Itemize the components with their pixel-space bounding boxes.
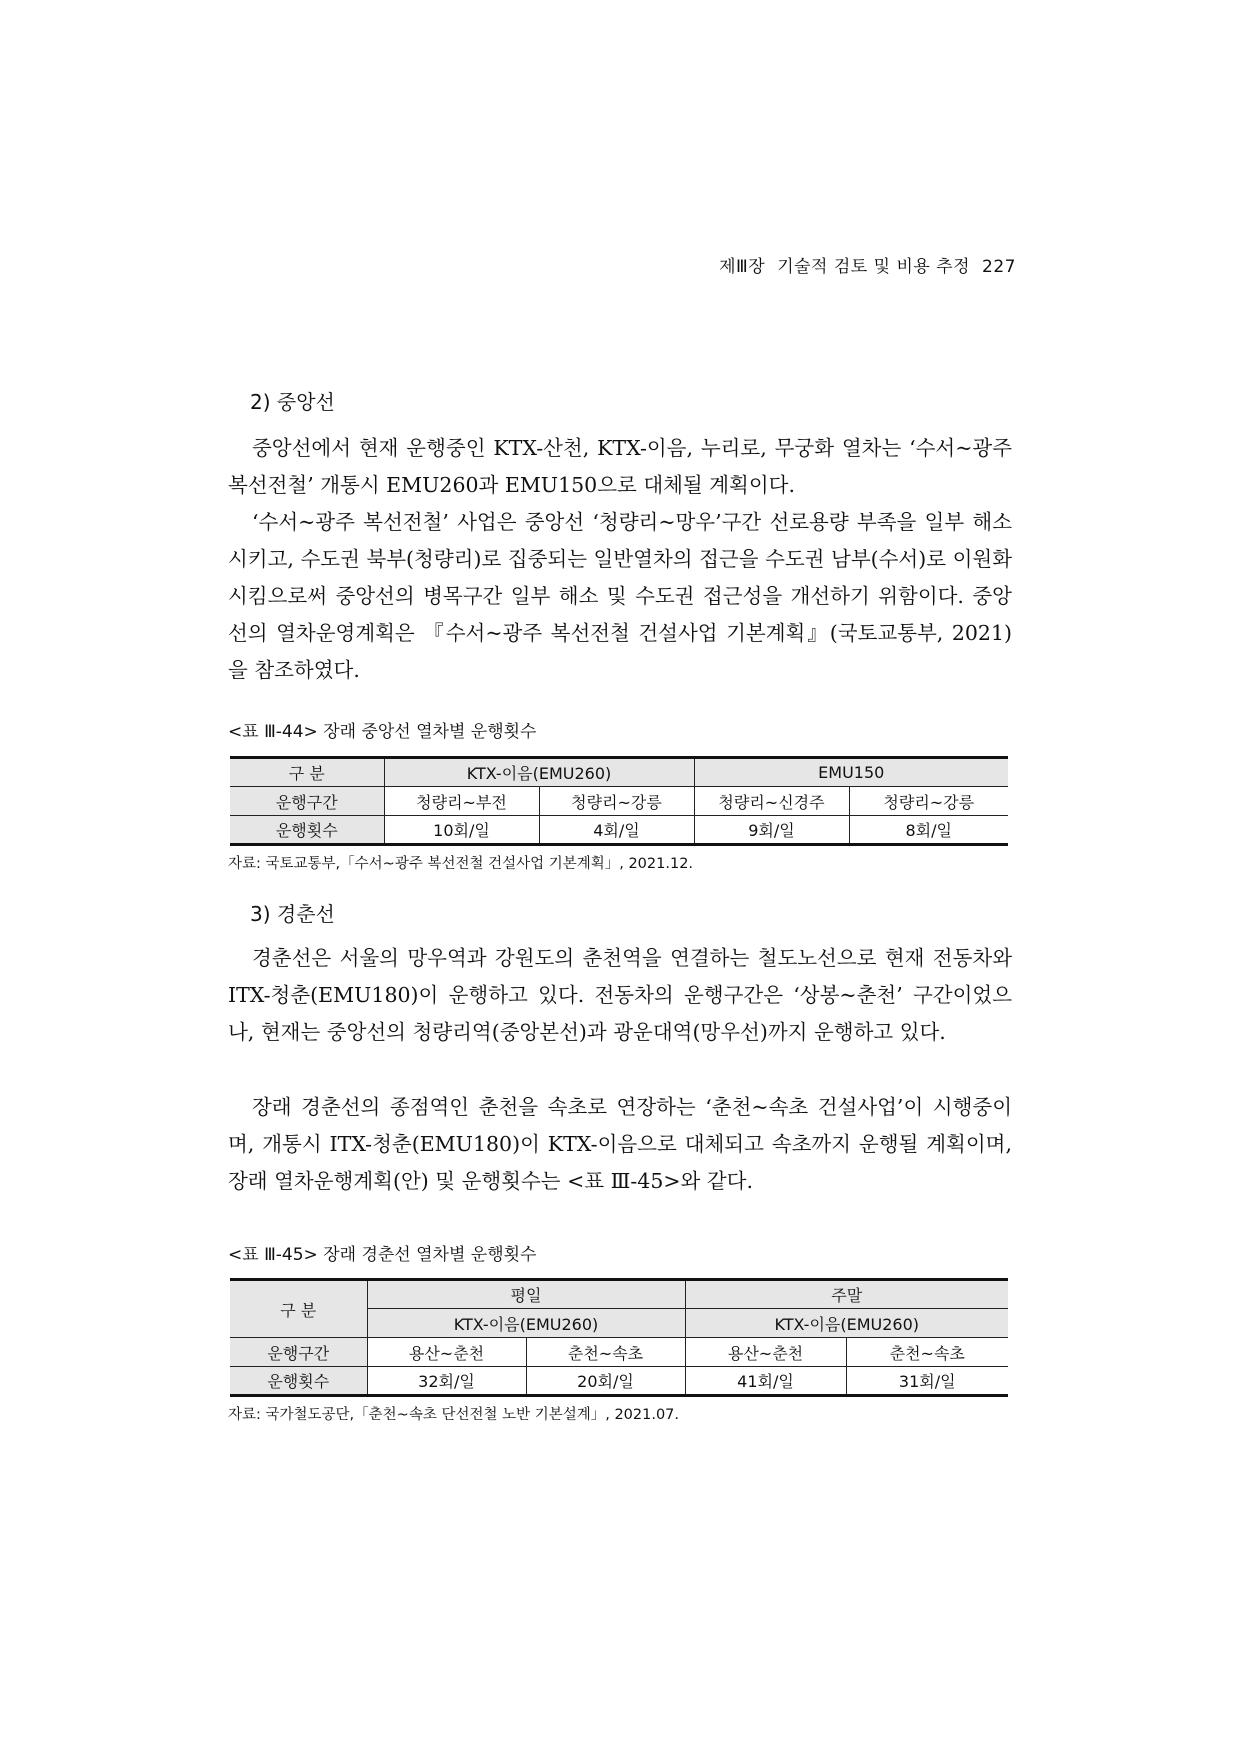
- table-gyeongchun-train-frequency: [230, 1278, 1008, 1397]
- table-train-header: KTX-이음(EMU260): [367, 1309, 685, 1338]
- table-header-row: [230, 758, 1008, 787]
- table-source-44: 자료: 국토교통부,「수서~광주 복선전철 건설사업 기본계획」, 2021.12.: [228, 856, 694, 872]
- table-cell: 용산~춘천: [685, 1338, 846, 1367]
- paragraph-gyeongchun-2: [228, 1089, 1012, 1200]
- table-row: [230, 787, 1008, 816]
- table-cell: 41회/일: [685, 1367, 846, 1396]
- table-row: [230, 1367, 1008, 1396]
- table-cell: 8회/일: [849, 816, 1008, 845]
- table-row-label: 운행횟수: [230, 816, 384, 845]
- table-cell: 춘천~속초: [846, 1338, 1008, 1367]
- paragraph-gyeongchun-1: [228, 940, 1012, 1051]
- paragraph-jungang-1: [228, 430, 1012, 504]
- section-heading-gyeongchun: 3) 경춘선: [250, 902, 335, 926]
- table-header-row: [230, 1280, 1008, 1309]
- table-row: [230, 816, 1008, 845]
- table-corner-cell: 구 분: [230, 758, 384, 787]
- paragraph-text: 장래 경춘선의 종점역인 춘천을 속초로 연장하는 ‘춘천~속초 건설사업’이 시행중이며, 개통시 ITX-청춘(EMU180)이 KTX-이음으로 대체되고 속초까지 운행될 계획이며, 장래 열차운행계획(안) 및 운행횟수는 <표 Ⅲ-45>와 같다.: [228, 1095, 1012, 1193]
- table-source-45: 자료: 국가철도공단,「춘천~속초 단선전철 노반 기본설계」, 2021.07.: [228, 1407, 680, 1423]
- table-train-header: KTX-이음(EMU260): [685, 1309, 1008, 1338]
- paragraph-text: 중앙선에서 현재 운행중인 KTX-산천, KTX-이음, 누리로, 무궁화 열차는 ‘수서~광주 복선전철’ 개통시 EMU260과 EMU150으로 대체될 계획이다.: [228, 436, 1012, 497]
- table-cell: 청량리~강릉: [539, 787, 694, 816]
- table-cell: 춘천~속초: [526, 1338, 685, 1367]
- table-cell: 청량리~강릉: [849, 787, 1008, 816]
- table-group-header: KTX-이음(EMU260): [384, 758, 694, 787]
- table-cell: 4회/일: [539, 816, 694, 845]
- running-header: [707, 252, 1016, 277]
- table-row: [230, 1338, 1008, 1367]
- table-corner-cell: 구 분: [230, 1280, 367, 1338]
- chapter-label: 제Ⅲ장: [719, 257, 766, 277]
- table-cell: 용산~춘천: [367, 1338, 526, 1367]
- table-cell: 10회/일: [384, 816, 539, 845]
- table-caption-45: <표 Ⅲ-45> 장래 경춘선 열차별 운행횟수: [228, 1245, 537, 1265]
- table-cell: 청량리~부전: [384, 787, 539, 816]
- table-cell: 9회/일: [694, 816, 849, 845]
- paragraph-text: 경춘선은 서울의 망우역과 강원도의 춘천역을 연결하는 철도노선으로 현재 전동차와 ITX-청춘(EMU180)이 운행하고 있다. 전동차의 운행구간은 ‘상봉~춘천’ 구간이었으나, 현재는 중앙선의 청량리역(중앙본선)과 광운대역(망우선)까지 운행하고 있다.: [228, 946, 1012, 1044]
- table-row-label: 운행횟수: [230, 1367, 367, 1396]
- section-heading-jungang: 2) 중앙선: [250, 390, 335, 414]
- table-day-header: 주말: [685, 1280, 1008, 1309]
- table-cell: 32회/일: [367, 1367, 526, 1396]
- page-number: 227: [982, 257, 1016, 277]
- paragraph-text: ‘수서~광주 복선전철’ 사업은 중앙선 ‘청량리~망우’구간 선로용량 부족을 일부 해소시키고, 수도권 북부(청량리)로 집중되는 일반열차의 접근을 수도권 남부(수서)로 이원화시킴으로써 중앙선의 병목구간 일부 해소 및 수도권 접근성을 개선하기 위함이다. 중앙선의 열차운영계획은 『수서~광주 복선전철 건설사업 기본계획』(국토교통부, 2021)을 참조하였다.: [228, 510, 1012, 682]
- table-cell: 20회/일: [526, 1367, 685, 1396]
- table-cell: 청량리~신경주: [694, 787, 849, 816]
- table-day-header: 평일: [367, 1280, 685, 1309]
- table-row-label: 운행구간: [230, 787, 384, 816]
- table-row-label: 운행구간: [230, 1338, 367, 1367]
- table-caption-44: <표 Ⅲ-44> 장래 중앙선 열차별 운행횟수: [228, 722, 537, 742]
- table-jungang-train-frequency: [230, 756, 1008, 846]
- paragraph-jungang-2: [228, 504, 1012, 689]
- table-cell: 31회/일: [846, 1367, 1008, 1396]
- table-group-header: EMU150: [694, 758, 1008, 787]
- chapter-title: 기술적 검토 및 비용 추정: [777, 257, 971, 277]
